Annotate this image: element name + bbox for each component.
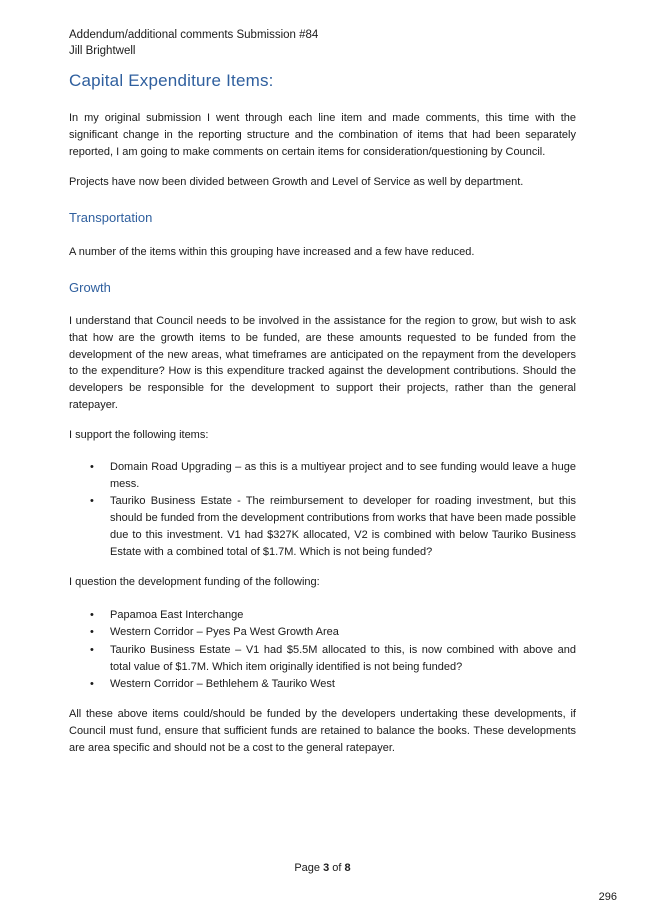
growth-paragraph: I understand that Council needs to be involved in the assistance for the region to grow, but wish to ask that how are the growth items to be funded, are these amounts requested to be funded from the development of the new areas, what timeframes are anticipated on the repayment from the developers to the expenditure? How is this expenditure tracked against the development contributions. Should the developers be responsible for the development to support their projects, rather than the general ratepayer. [69,315,576,411]
bullet-icon: • [90,461,94,473]
header-line-2: Jill Brightwell [69,45,136,57]
question-list [69,607,576,693]
transportation-paragraph: A number of the items within this grouping have increased and a few have reduced. [69,246,475,258]
support-intro: I support the following items: [69,429,209,441]
heading-transportation: Transportation [69,210,153,225]
footer-of-word: of [329,862,345,874]
question-intro: I question the development funding of the following: [69,576,320,588]
bullet-icon: • [90,643,94,656]
header-line-1: Addendum/additional comments Submission #84 [69,29,319,41]
list-item: • Western Corridor – Pyes Pa West Growth Area [69,624,576,641]
bullet-icon: • [90,609,94,621]
closing-paragraph: All these above items could/should be funded by the developers undertaking these developments, if Council must fund, ensure that sufficient funds are retained to balance the books. These developments are area specific and should not be a cost to the general ratepayer. [69,708,576,754]
list-item: • Tauriko Business Estate – V1 had $5.5M allocated to this, is now combined with above and total value of $1.7M. Which item originally identified is not being funded? [90,643,576,673]
footer-total-pages: 8 [344,862,351,874]
page-footer [0,862,645,874]
intro-paragraph-1: In my original submission I went through each line item and made comments, this time with the significant change in the reporting structure and the combination of items that had been separately reported, I am going to make comments on certain items for consideration/questioning by Council. [69,112,576,158]
support-list [69,459,576,561]
list-item: • Tauriko Business Estate - The reimbursement to developer for roading investment, but this should be funded from the development contributions from works that have been made possible due to this investment. V1 had $327K allocated, V2 is combined with below Tauriko Business Estate with a combined total of $1.7M. Which is not being funded? [90,495,576,558]
footer-current-page: 3 [323,862,330,874]
intro-paragraph-2: Projects have now been divided between Growth and Level of Service as well by department. [69,176,524,188]
bullet-icon: • [90,626,94,639]
bullet-icon: • [90,677,94,690]
page-number: 296 [598,891,617,903]
list-item: • Western Corridor – Bethlehem & Tauriko West [69,676,576,693]
document-header [69,27,318,59]
bullet-icon: • [90,495,94,508]
list-item: • Domain Road Upgrading – as this is a multiyear project and to see funding would leave a huge mess. [90,461,576,490]
list-item: • Papamoa East Interchange [69,607,576,624]
heading-growth: Growth [69,280,111,295]
footer-page-word: Page [294,862,324,874]
page-title: Capital Expenditure Items: [69,71,274,90]
